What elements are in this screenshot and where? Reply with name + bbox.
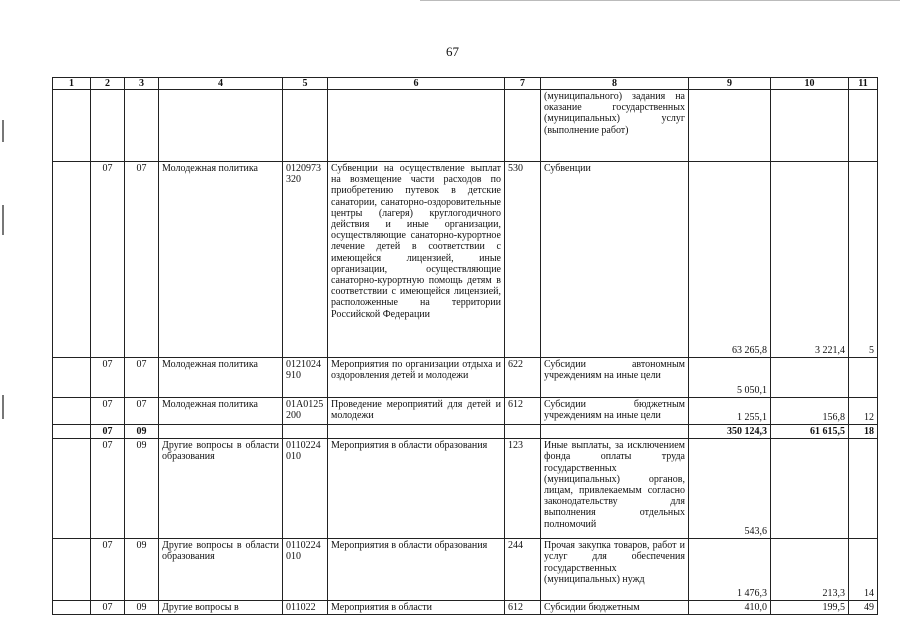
subsection-code: 07: [125, 162, 159, 358]
subsection-code: [125, 90, 159, 162]
target-article-name: Мероприятия по организации отдыха и оздоровления детей и молодежи: [328, 358, 505, 398]
expense-type-name: (муниципального) задания на оказание государственных (муниципальных) услуг (выполнение работ): [541, 90, 689, 162]
subsection-code: 07: [125, 398, 159, 425]
col1-cell: [53, 439, 91, 539]
header-cell: 2: [91, 78, 125, 90]
section-code: 07: [91, 539, 125, 601]
target-article-code: 01А0125200: [283, 398, 328, 425]
subsection-code: 09: [125, 439, 159, 539]
expense-type-name: [541, 425, 689, 439]
expense-type-code: [505, 425, 541, 439]
section-name: [159, 90, 283, 162]
section-code: 07: [91, 439, 125, 539]
scan-margin-mark: [2, 120, 4, 142]
header-cell: 11: [849, 78, 878, 90]
col1-cell: [53, 90, 91, 162]
col1-cell: [53, 398, 91, 425]
expense-type-code: 244: [505, 539, 541, 601]
budget-table: [52, 77, 878, 615]
amount-actual: [771, 90, 849, 162]
header-cell: 5: [283, 78, 328, 90]
table-row: [53, 398, 878, 425]
expense-type-name: Субсидии автономным учреждениям на иные цели: [541, 358, 689, 398]
header-cell: 7: [505, 78, 541, 90]
table-row: [53, 90, 878, 162]
target-article-code: 0120973320: [283, 162, 328, 358]
table-header-row: [53, 78, 878, 90]
target-article-code: 0110224010: [283, 539, 328, 601]
percent-cell: 14: [849, 539, 878, 601]
table-row: [53, 601, 878, 615]
section-name: Другие вопросы в области образования: [159, 439, 283, 539]
target-article-name: Проведение мероприятий для детей и молодежи: [328, 398, 505, 425]
target-article-code: [283, 425, 328, 439]
amount-actual: 156,8: [771, 398, 849, 425]
target-article-name: Субвенции на осуществление выплат на возмещение части расходов по приобретению путевок в детские санатории, санаторно-оздоровительные центры (лагеря) круглогодичного действия и иные организации, осуществляющие санаторно-курортное лечение детей в соответствии с имеющейся лицензией, иные организации, осуществляющие санаторно-курортную помощь детям в соответствии с имеющейся лицензией, расположенные на территории Российской Федерации: [328, 162, 505, 358]
header-cell: 6: [328, 78, 505, 90]
amount-plan: [689, 90, 771, 162]
target-article-name: [328, 425, 505, 439]
target-article-name: Мероприятия в области образования: [328, 439, 505, 539]
percent-cell: 18: [849, 425, 878, 439]
percent-cell: 5: [849, 162, 878, 358]
subsection-code: 09: [125, 601, 159, 615]
amount-plan: 1 476,3: [689, 539, 771, 601]
section-code: 07: [91, 162, 125, 358]
header-cell: 10: [771, 78, 849, 90]
percent-cell: 12: [849, 398, 878, 425]
page-number: 67: [446, 44, 459, 59]
target-article-name: Мероприятия в области образования: [328, 539, 505, 601]
header-cell: 9: [689, 78, 771, 90]
expense-type-code: 530: [505, 162, 541, 358]
expense-type-code: 622: [505, 358, 541, 398]
subsection-code: 09: [125, 425, 159, 439]
amount-actual: 3 221,4: [771, 162, 849, 358]
target-article-code: [283, 90, 328, 162]
expense-type-code: 123: [505, 439, 541, 539]
amount-plan: 350 124,3: [689, 425, 771, 439]
col1-cell: [53, 162, 91, 358]
target-article-code: 0110224010: [283, 439, 328, 539]
target-article-code: 0121024910: [283, 358, 328, 398]
col1-cell: [53, 358, 91, 398]
amount-actual: 61 615,5: [771, 425, 849, 439]
table-row: [53, 539, 878, 601]
subsection-code: 09: [125, 539, 159, 601]
percent-cell: [849, 439, 878, 539]
section-code: 07: [91, 358, 125, 398]
col1-cell: [53, 601, 91, 615]
section-name: [159, 425, 283, 439]
amount-actual: 213,3: [771, 539, 849, 601]
header-cell: 4: [159, 78, 283, 90]
section-name: Другие вопросы в: [159, 601, 283, 615]
expense-type-name: Субсидии бюджетным: [541, 601, 689, 615]
table-row: [53, 162, 878, 358]
section-code: [91, 90, 125, 162]
table-row: [53, 358, 878, 398]
col1-cell: [53, 425, 91, 439]
section-code: 07: [91, 601, 125, 615]
amount-actual: [771, 439, 849, 539]
section-name: Другие вопросы в области образования: [159, 539, 283, 601]
section-code: 07: [91, 398, 125, 425]
amount-plan: 5 050,1: [689, 358, 771, 398]
amount-actual: 199,5: [771, 601, 849, 615]
expense-type-code: 612: [505, 398, 541, 425]
amount-plan: 1 255,1: [689, 398, 771, 425]
target-article-name: Мероприятия в области: [328, 601, 505, 615]
percent-cell: [849, 358, 878, 398]
expense-type-name: Субсидии бюджетным учреждениям на иные цели: [541, 398, 689, 425]
table-row: [53, 439, 878, 539]
header-cell: 3: [125, 78, 159, 90]
scan-margin-mark: [2, 395, 4, 419]
amount-actual: [771, 358, 849, 398]
subtotal-row: [53, 425, 878, 439]
amount-plan: 410,0: [689, 601, 771, 615]
scan-margin-mark: [2, 205, 4, 235]
percent-cell: 49: [849, 601, 878, 615]
percent-cell: [849, 90, 878, 162]
header-cell: 8: [541, 78, 689, 90]
col1-cell: [53, 539, 91, 601]
amount-plan: 543,6: [689, 439, 771, 539]
section-code: 07: [91, 425, 125, 439]
expense-type-name: Субвенции: [541, 162, 689, 358]
target-article-name: [328, 90, 505, 162]
subsection-code: 07: [125, 358, 159, 398]
expense-type-code: 612: [505, 601, 541, 615]
scan-edge-line: [420, 0, 900, 1]
expense-type-name: Иные выплаты, за исключением фонда оплаты труда государственных (муниципальных) органов, лицам, привлекаемым согласно законодательству для выполнения отдельных полномочий: [541, 439, 689, 539]
section-name: Молодежная политика: [159, 398, 283, 425]
header-cell: 1: [53, 78, 91, 90]
target-article-code: 011022: [283, 601, 328, 615]
section-name: Молодежная политика: [159, 162, 283, 358]
amount-plan: 63 265,8: [689, 162, 771, 358]
expense-type-name: Прочая закупка товаров, работ и услуг для обеспечения государственных (муниципальных) нужд: [541, 539, 689, 601]
section-name: Молодежная политика: [159, 358, 283, 398]
expense-type-code: [505, 90, 541, 162]
